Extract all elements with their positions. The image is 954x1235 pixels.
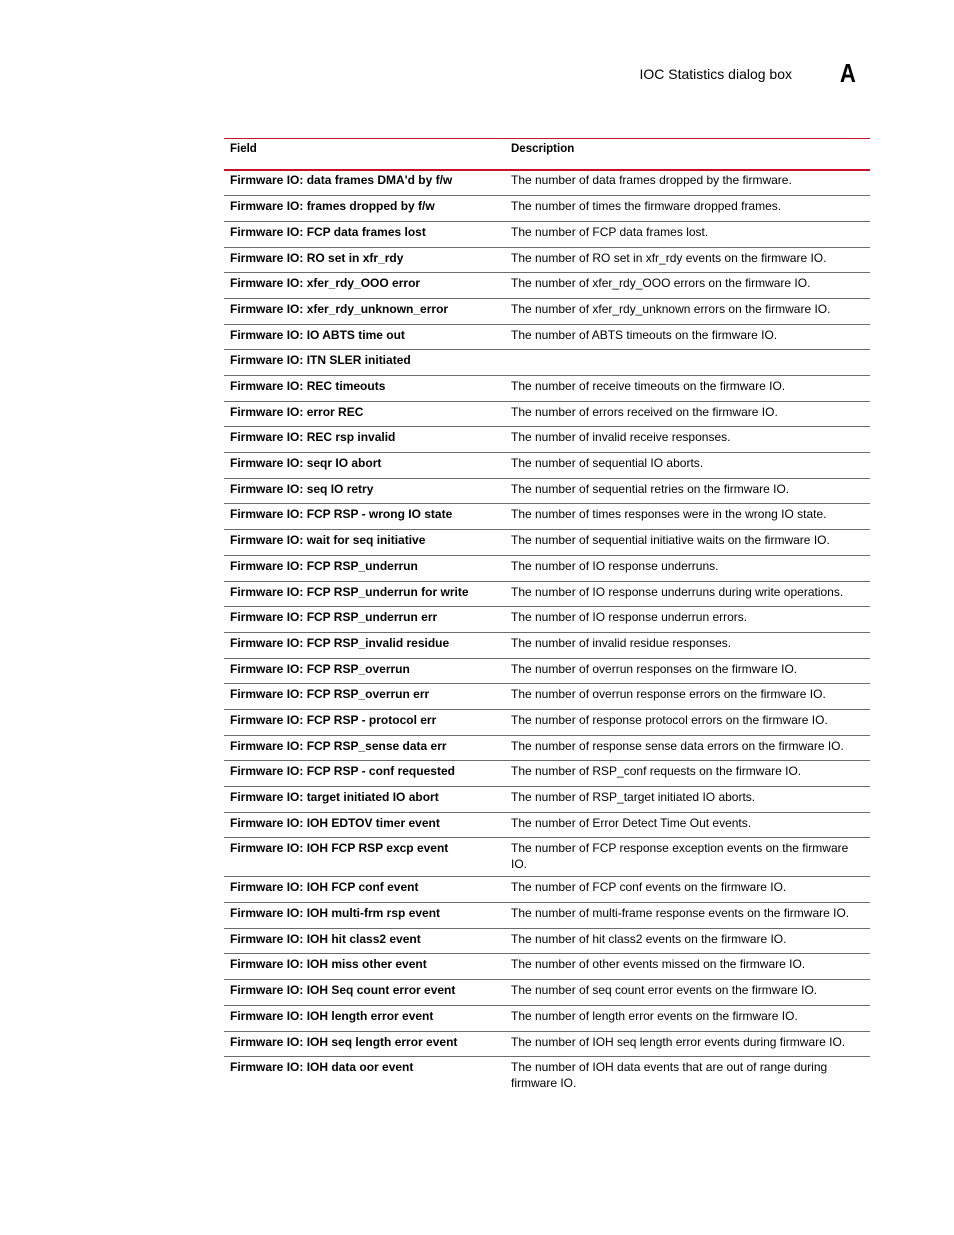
table-row xyxy=(224,709,870,735)
description-cell: The number of Error Detect Time Out events. xyxy=(505,812,870,838)
description-cell: The number of times the firmware dropped frames. xyxy=(505,196,870,222)
table-row xyxy=(224,877,870,903)
description-cell: The number of invalid receive responses. xyxy=(505,427,870,453)
field-cell: Firmware IO: FCP RSP - wrong IO state xyxy=(224,504,505,530)
description-cell: The number of IOH seq length error events during firmware IO. xyxy=(505,1031,870,1057)
table-row xyxy=(224,1031,870,1057)
field-cell: Firmware IO: IOH multi-frm rsp event xyxy=(224,903,505,929)
description-cell: The number of xfer_rdy_OOO errors on the firmware IO. xyxy=(505,273,870,299)
description-cell: The number of sequential initiative waits on the firmware IO. xyxy=(505,530,870,556)
description-cell: The number of IOH data events that are out of range during firmware IO. xyxy=(511,1060,828,1091)
description-cell: The number of IO response underruns. xyxy=(505,555,870,581)
description-cell: The number of hit class2 events on the firmware IO. xyxy=(505,928,870,954)
field-cell: Firmware IO: target initiated IO abort xyxy=(224,787,505,813)
table-row xyxy=(224,761,870,787)
description-cell: The number of IO response underruns during write operations. xyxy=(505,581,870,607)
description-cell: The number of seq count error events on the firmware IO. xyxy=(505,980,870,1006)
table-row xyxy=(224,1057,870,1096)
description-cell: The number of FCP conf events on the firmware IO. xyxy=(505,877,870,903)
table-header xyxy=(224,139,870,171)
description-cell: The number of sequential IO aborts. xyxy=(505,453,870,479)
table-row xyxy=(224,607,870,633)
table-row xyxy=(224,376,870,402)
table-row xyxy=(224,504,870,530)
field-cell: Firmware IO: FCP RSP_underrun for write xyxy=(224,581,505,607)
description-cell: The number of FCP data frames lost. xyxy=(505,221,870,247)
description-cell: The number of other events missed on the firmware IO. xyxy=(505,954,870,980)
table-row xyxy=(224,478,870,504)
field-cell: Firmware IO: FCP RSP_overrun xyxy=(224,658,505,684)
field-cell: Firmware IO: data frames DMA'd by f/w xyxy=(224,170,505,196)
field-cell: Firmware IO: FCP RSP_underrun err xyxy=(224,607,505,633)
table-row xyxy=(224,530,870,556)
description-cell: The number of RO set in xfr_rdy events on the firmware IO. xyxy=(505,247,870,273)
description-cell: The number of receive timeouts on the firmware IO. xyxy=(505,376,870,402)
table-row xyxy=(224,735,870,761)
field-cell: Firmware IO: seq IO retry xyxy=(224,478,505,504)
field-cell: Firmware IO: wait for seq initiative xyxy=(224,530,505,556)
table-row xyxy=(224,684,870,710)
table-row xyxy=(224,787,870,813)
description-cell: The number of invalid residue responses. xyxy=(505,632,870,658)
table-row xyxy=(224,247,870,273)
table-row xyxy=(224,903,870,929)
table-row xyxy=(224,324,870,350)
running-header xyxy=(560,58,860,88)
header-row xyxy=(224,139,870,171)
field-cell: Firmware IO: seqr IO abort xyxy=(224,453,505,479)
table-row xyxy=(224,658,870,684)
field-cell: Firmware IO: error REC xyxy=(224,401,505,427)
description-cell xyxy=(505,350,870,376)
table-row xyxy=(224,812,870,838)
field-cell: Firmware IO: frames dropped by f/w xyxy=(224,196,505,222)
description-cell: The number of times responses were in the wrong IO state. xyxy=(505,504,870,530)
field-cell: Firmware IO: REC rsp invalid xyxy=(224,427,505,453)
description-cell: The number of errors received on the firmware IO. xyxy=(505,401,870,427)
field-cell: Firmware IO: xfer_rdy_OOO error xyxy=(224,273,505,299)
field-cell: Firmware IO: IOH data oor event xyxy=(230,1060,414,1075)
column-header-description: Description xyxy=(505,139,870,171)
description-cell: The number of overrun responses on the firmware IO. xyxy=(505,658,870,684)
description-cell: The number of ABTS timeouts on the firmware IO. xyxy=(505,324,870,350)
field-cell: Firmware IO: FCP data frames lost xyxy=(224,221,505,247)
description-cell: The number of xfer_rdy_unknown errors on the firmware IO. xyxy=(505,298,870,324)
field-cell: Firmware IO: FCP RSP - protocol err xyxy=(224,709,505,735)
field-cell: Firmware IO: REC timeouts xyxy=(224,376,505,402)
table-row xyxy=(224,980,870,1006)
field-cell: Firmware IO: IOH seq length error event xyxy=(224,1031,505,1057)
field-cell: Firmware IO: IOH length error event xyxy=(224,1005,505,1031)
section-title: IOC Statistics dialog box xyxy=(639,66,792,82)
table-row xyxy=(224,555,870,581)
field-cell: Firmware IO: IOH miss other event xyxy=(224,954,505,980)
field-cell: Firmware IO: FCP RSP - conf requested xyxy=(224,761,505,787)
field-cell: Firmware IO: xfer_rdy_unknown_error xyxy=(224,298,505,324)
table-row xyxy=(224,581,870,607)
field-cell: Firmware IO: IOH hit class2 event xyxy=(224,928,505,954)
table-row xyxy=(224,632,870,658)
table-row xyxy=(224,401,870,427)
description-cell: The number of RSP_target initiated IO aborts. xyxy=(505,787,870,813)
table-row xyxy=(224,427,870,453)
description-cell: The number of multi-frame response events on the firmware IO. xyxy=(505,903,870,929)
description-cell: The number of response sense data errors on the firmware IO. xyxy=(505,735,870,761)
field-cell: Firmware IO: ITN SLER initiated xyxy=(224,350,505,376)
table-row xyxy=(224,954,870,980)
table-row xyxy=(224,453,870,479)
table-row xyxy=(224,928,870,954)
description-cell: The number of IO response underrun errors. xyxy=(505,607,870,633)
table-row xyxy=(224,170,870,196)
field-cell: Firmware IO: FCP RSP_underrun xyxy=(224,555,505,581)
field-cell: Firmware IO: FCP RSP_invalid residue xyxy=(224,632,505,658)
description-cell: The number of length error events on the firmware IO. xyxy=(505,1005,870,1031)
field-cell: Firmware IO: RO set in xfr_rdy xyxy=(224,247,505,273)
table-row xyxy=(224,298,870,324)
description-cell: The number of data frames dropped by the firmware. xyxy=(505,170,870,196)
table-row xyxy=(224,273,870,299)
table-row xyxy=(224,196,870,222)
description-cell: The number of overrun response errors on the firmware IO. xyxy=(505,684,870,710)
description-cell: The number of sequential retries on the firmware IO. xyxy=(505,478,870,504)
field-cell: Firmware IO: IOH EDTOV timer event xyxy=(224,812,505,838)
appendix-letter: A xyxy=(840,58,856,88)
field-cell: Firmware IO: IO ABTS time out xyxy=(224,324,505,350)
table-row xyxy=(224,838,870,877)
table-row xyxy=(224,350,870,376)
description-cell: The number of response protocol errors on the firmware IO. xyxy=(505,709,870,735)
table-row xyxy=(224,1005,870,1031)
field-cell: Firmware IO: FCP RSP_overrun err xyxy=(224,684,505,710)
field-cell: Firmware IO: IOH Seq count error event xyxy=(224,980,505,1006)
table-body xyxy=(224,170,870,1095)
table-row xyxy=(224,221,870,247)
description-cell: The number of FCP response exception events on the firmware IO. xyxy=(505,838,870,877)
field-cell: Firmware IO: IOH FCP RSP excp event xyxy=(224,838,505,877)
field-cell: Firmware IO: FCP RSP_sense data err xyxy=(224,735,505,761)
statistics-table xyxy=(224,138,870,1095)
description-cell: The number of RSP_conf requests on the firmware IO. xyxy=(505,761,870,787)
column-header-field: Field xyxy=(224,139,505,171)
field-cell: Firmware IO: IOH FCP conf event xyxy=(224,877,505,903)
